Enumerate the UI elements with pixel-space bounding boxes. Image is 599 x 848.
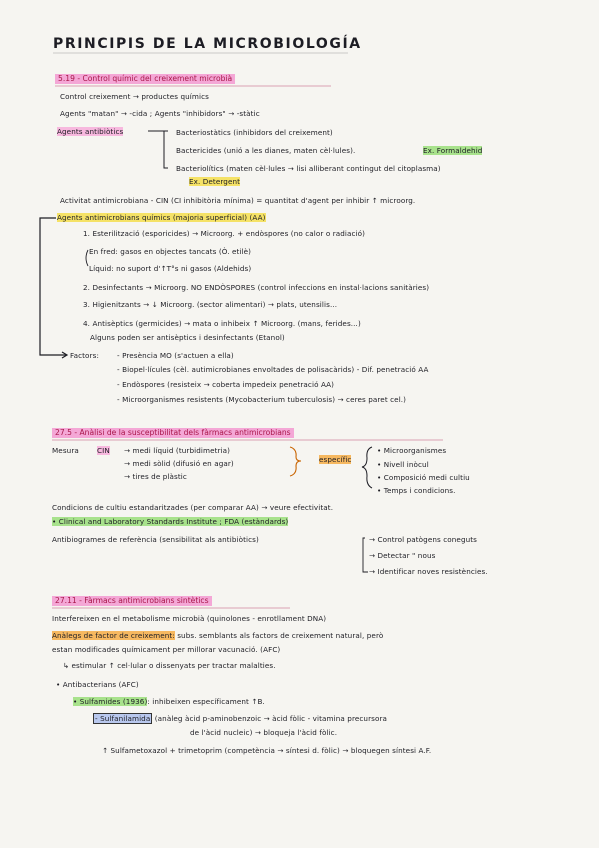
analegs-rest: subs. semblants als factors de creixement natural, però <box>177 631 384 640</box>
text-line: Antibiogrames de referència (sensibilitat als antibiòtics) <box>52 535 259 544</box>
text-line: • Temps i condicions. <box>377 486 456 495</box>
agents-antimicrobians-label: Agents antimicrobians químics (majoria superficial) (AA) <box>57 213 266 222</box>
brace-especific <box>362 447 372 488</box>
brace-cin-media <box>290 447 301 476</box>
section-heading-control-quimic: 5.19 - Control químic del creixement microbià <box>55 74 235 84</box>
especific-label: específic <box>319 455 352 464</box>
text-line: → medi líquid (turbidimetria) <box>124 446 231 455</box>
formaldehid-example: Ex. Formaldehid <box>423 146 483 155</box>
factors-label: Factors: <box>70 351 99 360</box>
text-line: → Detectar " nous <box>369 551 436 560</box>
sulfamides-highlight: • Sulfamides (1936) <box>73 697 148 706</box>
text-line: Agents "matan" → -cida ; Agents "inhibidors" → -stàtic <box>60 109 260 118</box>
detergent-example: Ex. Detergent <box>189 177 241 186</box>
text-line: Condicions de cultiu estandaritzades (per comparar AA) → veure efectivitat. <box>52 503 334 512</box>
cin-label: CIN <box>97 446 110 455</box>
text-line: Alguns poden ser antisèptics i desinfectants (Etanol) <box>90 333 285 342</box>
text-line: → medi sòlid (difusió en agar) <box>124 459 234 468</box>
sulfanilamida-highlight: - Sulfanilamida <box>95 714 151 723</box>
text-line: → Identificar noves resistències. <box>369 567 488 576</box>
text-line: • Antibacterians (AFC) <box>56 680 139 689</box>
text-line: • Microorganismes <box>377 446 447 455</box>
text-line: Activitat antimicrobiana - CIN (CI inhibitòria mínima) = quantitat d'agent per inhibir ↑ microorg. <box>60 196 416 205</box>
text-line: estan modificades químicament per millorar vacunació. (AFC) <box>52 645 281 654</box>
text-line: → Control patògens coneguts <box>369 535 478 544</box>
agents-antibiotics-label: Agents antibiòtics <box>57 127 124 136</box>
text-line: En fred: gasos en objectes tancats (Ò. etilè) <box>89 247 252 256</box>
text-line: - Endòspores (resisteix → coberta impedeix penetració AA) <box>117 380 335 389</box>
text-line: ↑ Sulfametoxazol + trimetoprim (competència → síntesi d. fòlic) → bloquegen síntesi A.F. <box>102 746 432 755</box>
bracket-esterilitzacio <box>86 250 88 266</box>
text-line: Bacteriostàtics (inhibidors del creixement) <box>176 128 333 137</box>
text-line: - Microorganismes resistents (Mycobacterium tuberculosis) → ceres paret cel.) <box>117 395 407 404</box>
text-line: Líquid: no suport d'↑T°s ni gasos (Aldehids) <box>89 264 252 273</box>
text-line: ↳ estimular ↑ cel·lular o dissenyats per tractar malalties. <box>63 661 276 670</box>
text-line: - Presència MO (s'actuen a ella) <box>117 351 234 360</box>
section-heading-susceptibilitat: 27.5 - Anàlisi de la susceptibilitat dels fàrmacs antimicrobians <box>52 428 294 438</box>
clsi-highlight: • Clinical and Laboratory Standards Institute ; FDA (estàndards) <box>52 517 289 526</box>
bracket-antibiogrames <box>363 538 368 572</box>
text-line: Interfereixen en el metabolisme microbià (quinolones - enrotllament DNA) <box>52 614 327 623</box>
text-line: 1. Esterilització (esporicides) → Microorg. + endòspores (no calor o radiació) <box>83 229 366 238</box>
text-line: 3. Higienitzants → ↓ Microorg. (sector alimentari) → plats, utensilis... <box>83 300 338 309</box>
text-line: de l'àcid nucleic) → bloqueja l'àcid fòlic. <box>190 728 338 737</box>
text-line: Bactericides (unió a les dianes, maten cèl·lules). <box>176 146 356 155</box>
text-line: 2. Desinfectants → Microorg. NO ENDÒSPORES (control infeccions en instal·lacions sanitàries) <box>83 283 430 292</box>
bracket-antibiotics <box>164 131 168 168</box>
text-line: • Nivell inòcul <box>377 460 429 469</box>
text-line: • Composició medi cultiu <box>377 473 470 482</box>
sulfanilamida-rest: (anàleg àcid p-aminobenzoic → àcid fòlic - vitamina precursora <box>154 714 388 723</box>
bracket-agents <box>40 218 66 355</box>
text-line: Control creixement → productes químics <box>60 92 209 101</box>
text-line: Bacteriolítics (maten cèl·lules → lisi alliberant contingut del citoplasma) <box>176 164 441 173</box>
text-line: Mesura <box>52 446 79 455</box>
sulfamides-rest: : inhibeixen específicament ↑B. <box>147 697 265 706</box>
section-heading-farmacs-sintetics: 27.11 - Fàrmacs antimicrobians sintètics <box>52 596 212 606</box>
page-title: PRINCIPIS DE LA MICROBIOLOGÍA <box>53 36 362 52</box>
text-line: → tires de plàstic <box>124 472 187 481</box>
text-line: - Biopel·lícules (cèl. autimicrobianes envoltades de polisacàrids) - Dif. penetració AA <box>117 365 429 374</box>
analegs-highlight: Anàlegs de factor de creixement: <box>52 631 175 640</box>
text-line: 4. Antisèptics (germicides) → mata o inhibeix ↑ Microorg. (mans, ferides...) <box>83 319 361 328</box>
